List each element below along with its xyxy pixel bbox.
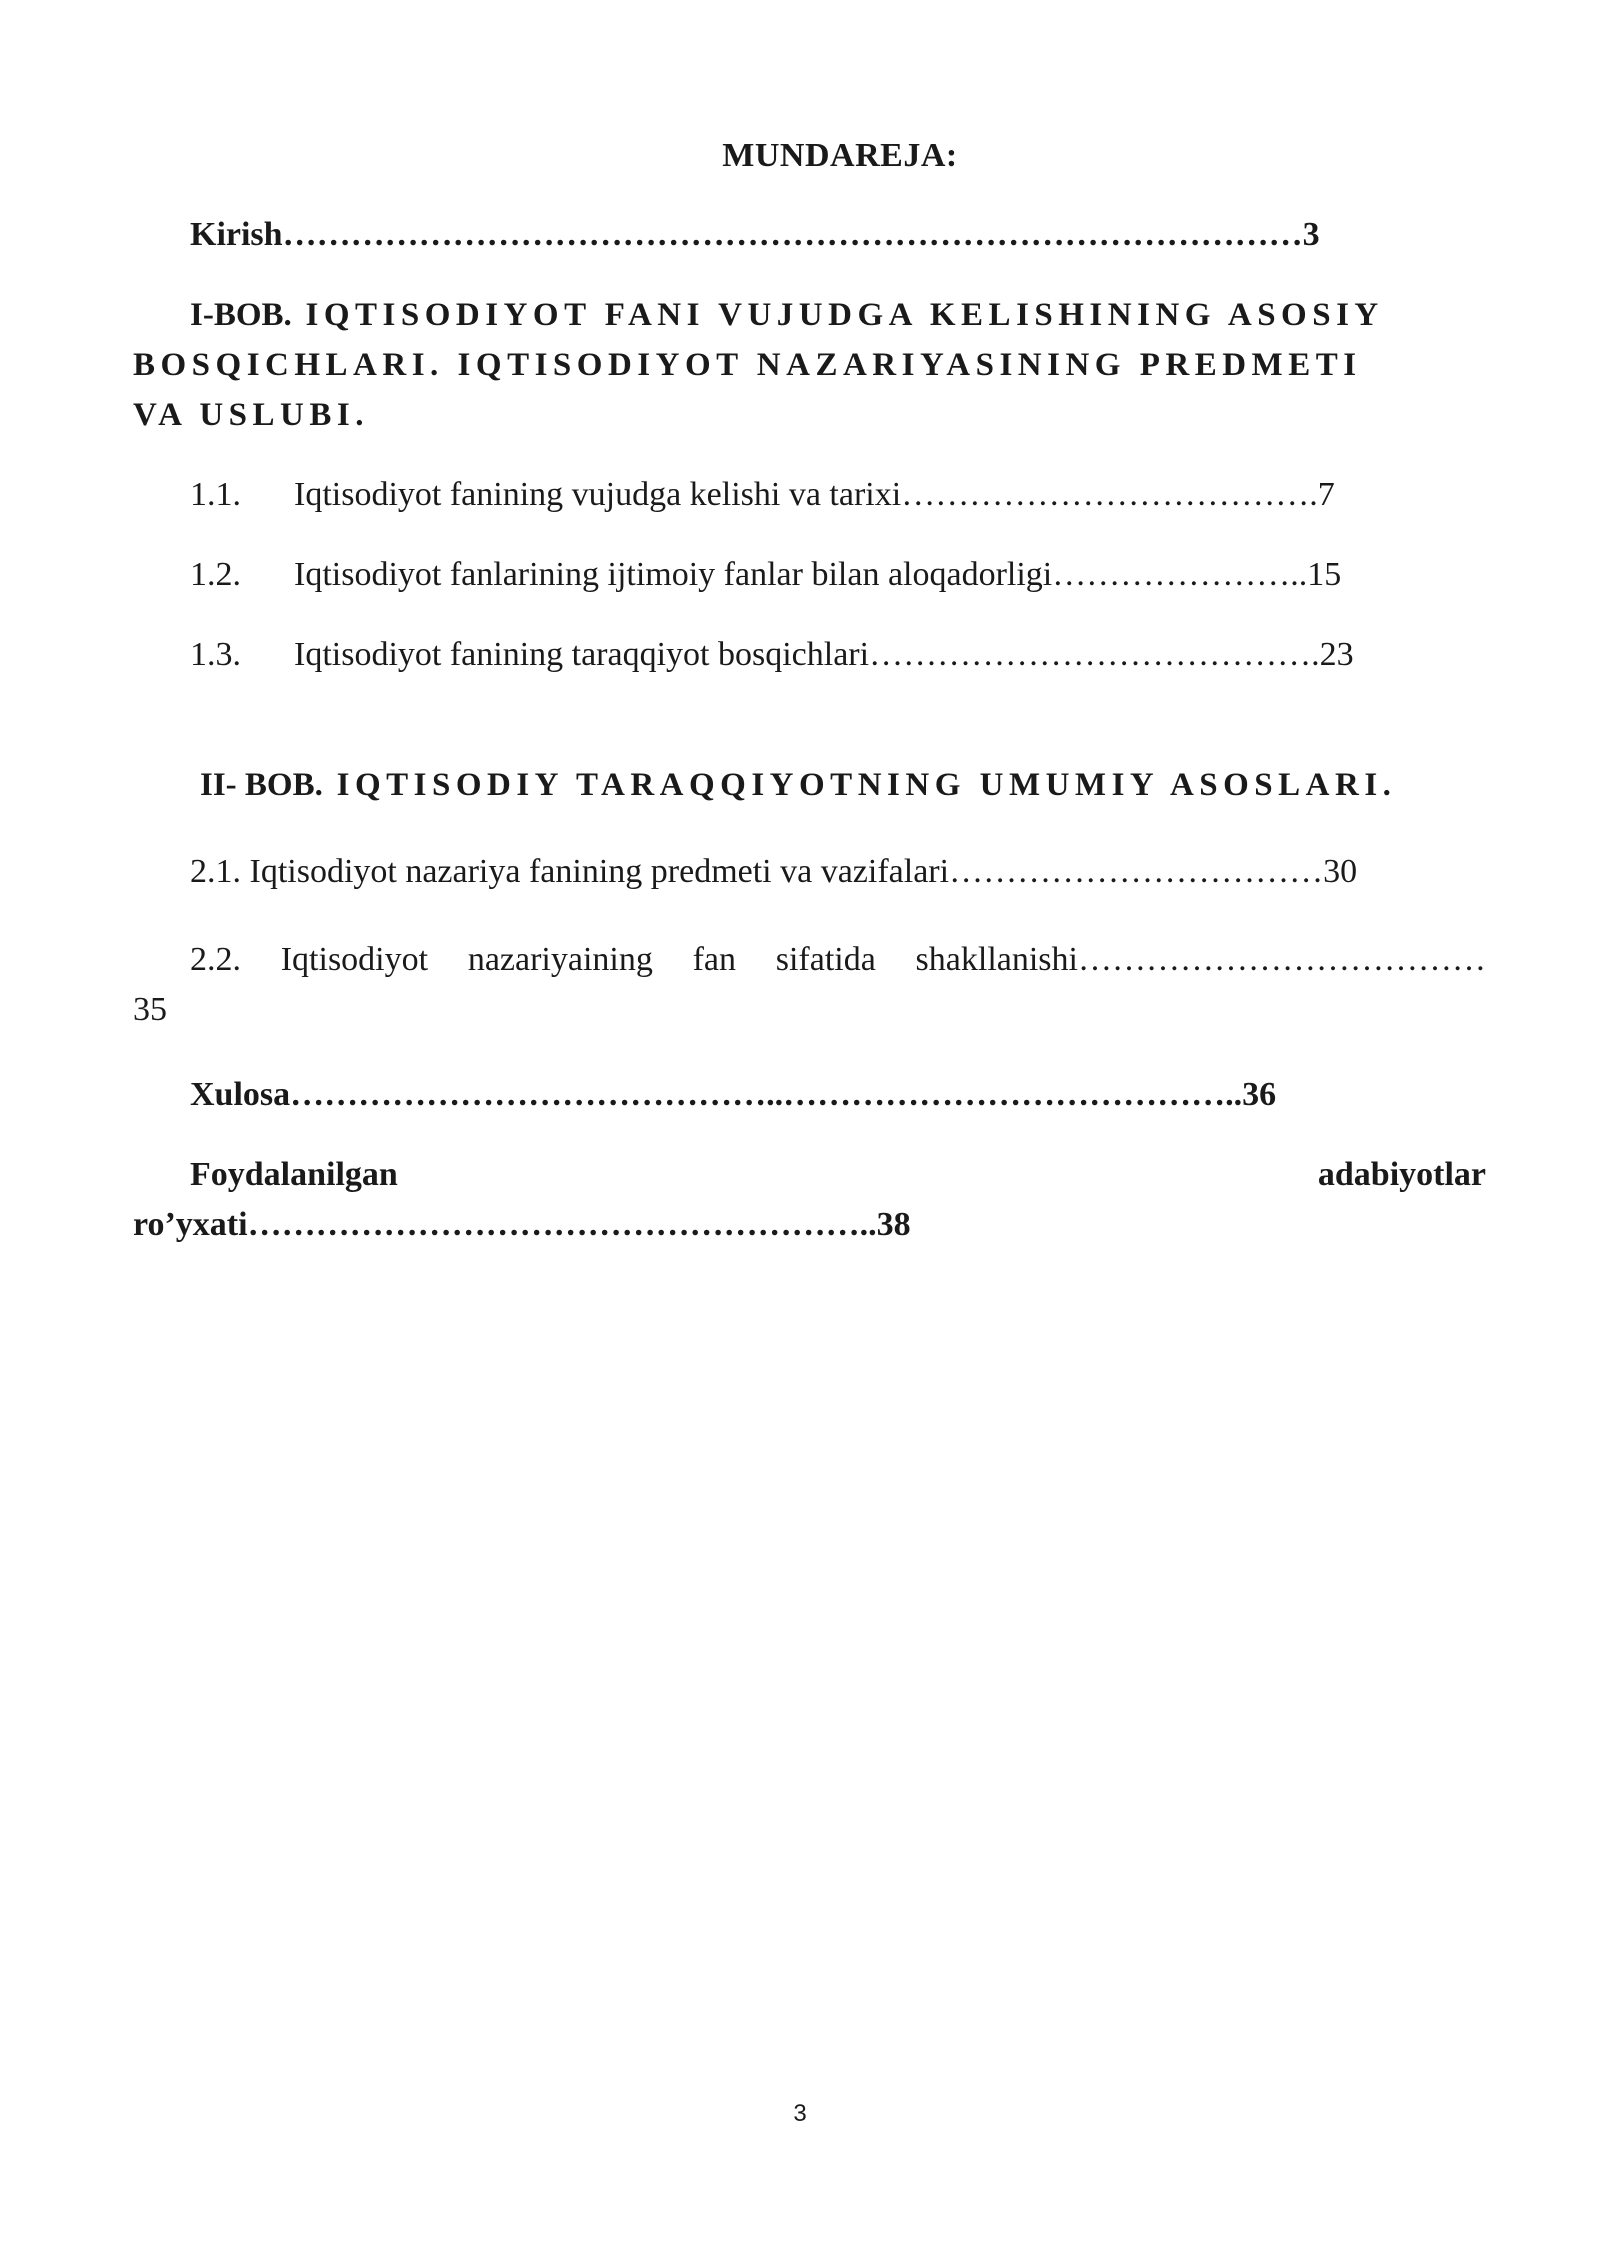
dot-leader: …………………………… [949, 853, 1324, 890]
section-word: fan [692, 941, 736, 978]
chapter-title-part: IQTISODIYOT FANI VUJUDGA KELISHINING ASOSIY [305, 297, 1384, 333]
toc-entry-1-1 [190, 475, 1335, 515]
dot-leader: ……………………………………..………………………………….. [290, 1076, 1243, 1113]
toc-entry-2-2 [190, 940, 1486, 980]
section-number: 1.3. [190, 636, 241, 673]
section-word: 2.2. [190, 941, 241, 978]
chapter-prefix: II- BOB. [200, 767, 323, 803]
toc-entry-references-line2 [133, 1205, 911, 1245]
dot-leader: ………………………………… [869, 636, 1312, 673]
dot-leader: ………………… [1052, 556, 1291, 593]
section-title: Iqtisodiyot fanining vujudga kelishi va tarixi [294, 476, 902, 513]
toc-entry-kirish [190, 215, 1320, 255]
toc-title: MUNDAREJA: [722, 137, 958, 174]
page-number: 3 [793, 2100, 807, 2127]
section-title: 2.1. Iqtisodiyot nazariya fanining predmeti va vazifalari [190, 853, 950, 890]
toc-entry-1-2 [190, 555, 1341, 595]
dot-leader: ……………………………… [901, 476, 1310, 513]
section-word: nazariyaining [467, 941, 653, 978]
section-number: 1.1. [190, 476, 241, 513]
section-page: 30 [1323, 853, 1358, 890]
entry-word: Foydalanilgan [190, 1156, 398, 1193]
section-page: 35 [133, 991, 167, 1028]
chapter-1-heading-line1 [190, 295, 1384, 335]
toc-entry-1-3 [190, 635, 1354, 675]
toc-entry-references-line1 [190, 1155, 1486, 1195]
section-page: .7 [1309, 476, 1335, 513]
entry-page: 36 [1242, 1076, 1277, 1113]
chapter-title-part: IQTISODIY TARAQQIYOTNING UMUMIY ASOSLARI. [336, 767, 1397, 803]
section-word: shakllanishi……………………………… [915, 941, 1486, 978]
entry-label: Kirish [190, 216, 283, 253]
section-word: sifatida [775, 941, 876, 978]
section-title: Iqtisodiyot fanlarining ijtimoiy fanlar bilan aloqadorligi [294, 556, 1053, 593]
dot-leader: ……………………………………………………………………………… [282, 216, 1303, 253]
section-word: Iqtisodiyot [280, 941, 429, 978]
section-number: 1.2. [190, 556, 241, 593]
section-title: Iqtisodiyot fanining taraqqiyot bosqichlari [294, 636, 870, 673]
chapter-prefix: I-BOB. [190, 297, 292, 333]
dot-leader: ……………………………………………….. [247, 1206, 877, 1243]
entry-label: ro’yxati [133, 1206, 248, 1243]
entry-page: 38 [876, 1206, 911, 1243]
section-page: .23 [1311, 636, 1354, 673]
toc-entry-2-1 [190, 852, 1357, 892]
chapter-2-heading [200, 765, 1396, 805]
section-page: ..15 [1290, 556, 1342, 593]
entry-page: 3 [1302, 216, 1320, 253]
entry-word: adabiyotlar [1317, 1156, 1486, 1193]
toc-entry-xulosa [190, 1075, 1276, 1115]
entry-label: Xulosa [190, 1076, 291, 1113]
chapter-1-heading-line2: BOSQICHLARI. IQTISODIYOT NAZARIYASINING PREDMETI [133, 347, 1362, 383]
chapter-1-heading-line3: VA USLUBI. [133, 397, 369, 433]
